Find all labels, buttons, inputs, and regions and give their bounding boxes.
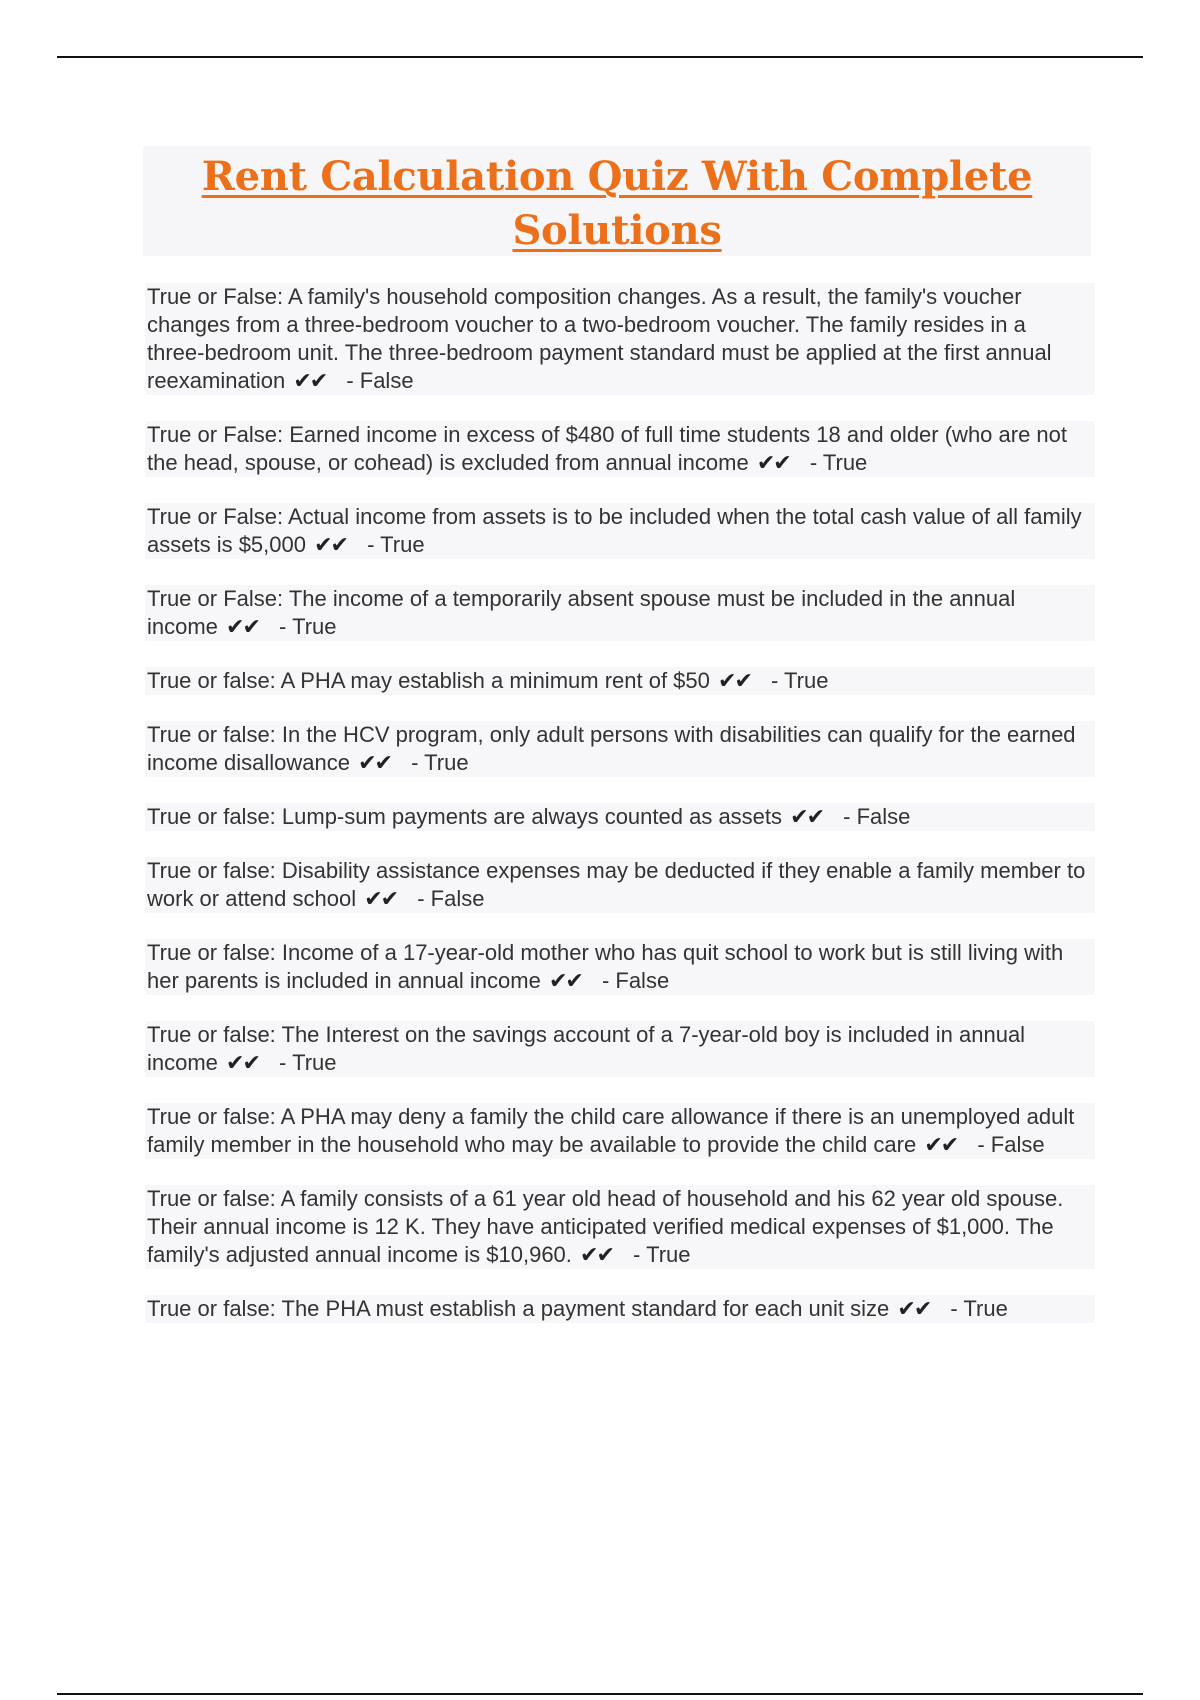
answer-text: - True (633, 1242, 691, 1267)
answer-text: - True (771, 668, 829, 693)
question-item (145, 803, 1095, 831)
double-check-icon: ✔✔ (358, 750, 391, 775)
answer-text: - False (417, 886, 485, 911)
question-text: True or false: A family consists of a 61 year old head of household and his 62 year old spouse. Their annual income is 12 K. They have anticipated verified medical expenses of $1,000. The family's adjusted annual income is $10,960. (147, 1186, 1064, 1267)
double-check-icon: ✔✔ (718, 668, 751, 693)
question-text: True or false: In the HCV program, only adult persons with disabilities can qualify for the earned income disallowance (147, 722, 1076, 775)
double-check-icon: ✔✔ (548, 968, 582, 993)
answer-text: - True (279, 1050, 337, 1075)
question-text: True or false: Disability assistance expenses may be deducted if they enable a family member to work or attend school (147, 858, 1086, 911)
answer-text: - False (346, 368, 414, 393)
question-item (145, 421, 1095, 477)
question-text: True or false: A PHA may deny a family the child care allowance if there is an unemployed adult family member in the household who may be available to provide the child care (147, 1104, 1075, 1157)
question-item (145, 1021, 1095, 1077)
question-text: True or False: Earned income in excess of $480 of full time students 18 and older (who are not the head, spouse, or cohead) is excluded from annual income (147, 422, 1068, 475)
question-item (145, 1295, 1095, 1323)
question-item (145, 667, 1095, 695)
question-item (145, 939, 1095, 995)
double-check-icon: ✔✔ (364, 886, 398, 911)
answer-text: - False (977, 1132, 1045, 1157)
question-item (145, 721, 1095, 777)
double-check-icon: ✔✔ (314, 532, 347, 557)
question-text: True or false: The PHA must establish a payment standard for each unit size (147, 1296, 890, 1321)
answer-text: - True (809, 450, 868, 475)
question-text: True or False: A family's household composition changes. As a result, the family's voucher changes from a three-bedroom voucher to a two-bedroom voucher. The family resides in a three-bedroom unit. The three-bedroom payment standard must be applied at the first annual reexamination (147, 284, 1052, 393)
double-check-icon: ✔✔ (790, 804, 824, 829)
answer-text: - True (367, 532, 425, 557)
question-item (145, 1185, 1095, 1269)
question-text: True or false: The Interest on the savings account of a 7-year-old boy is included in annual income (147, 1022, 1026, 1075)
question-item (145, 585, 1095, 641)
answer-text: - True (411, 750, 469, 775)
question-text: True or False: The income of a temporarily absent spouse must be included in the annual income (147, 586, 1016, 639)
answer-text: - True (950, 1296, 1008, 1321)
double-check-icon: ✔✔ (580, 1242, 613, 1267)
double-check-icon: ✔✔ (226, 1050, 259, 1075)
question-text: True or false: A PHA may establish a minimum rent of $50 (147, 668, 710, 693)
double-check-icon: ✔✔ (924, 1132, 958, 1157)
question-item (145, 283, 1095, 395)
question-item (145, 503, 1095, 559)
top-rule (57, 56, 1143, 58)
double-check-icon: ✔✔ (293, 368, 327, 393)
question-item (145, 857, 1095, 913)
question-text: True or false: Income of a 17-year-old mother who has quit school to work but is still living with her parents is included in annual income (147, 940, 1064, 993)
document-title: Rent Calculation Quiz With Complete Solutions (201, 153, 1033, 254)
double-check-icon: ✔✔ (756, 450, 790, 475)
answer-text: - False (601, 968, 670, 993)
answer-text: - True (279, 614, 337, 639)
answer-text: - False (843, 804, 911, 829)
question-text: True or False: Actual income from assets is to be included when the total cash value of all family assets is $5,000 (147, 504, 1082, 557)
question-list (145, 283, 1095, 1323)
double-check-icon: ✔✔ (226, 614, 259, 639)
question-text: True or false: Lump-sum payments are always counted as assets (147, 804, 783, 829)
double-check-icon: ✔✔ (897, 1296, 931, 1321)
title-banner (143, 146, 1091, 256)
question-item (145, 1103, 1095, 1159)
bottom-rule (57, 1693, 1143, 1695)
